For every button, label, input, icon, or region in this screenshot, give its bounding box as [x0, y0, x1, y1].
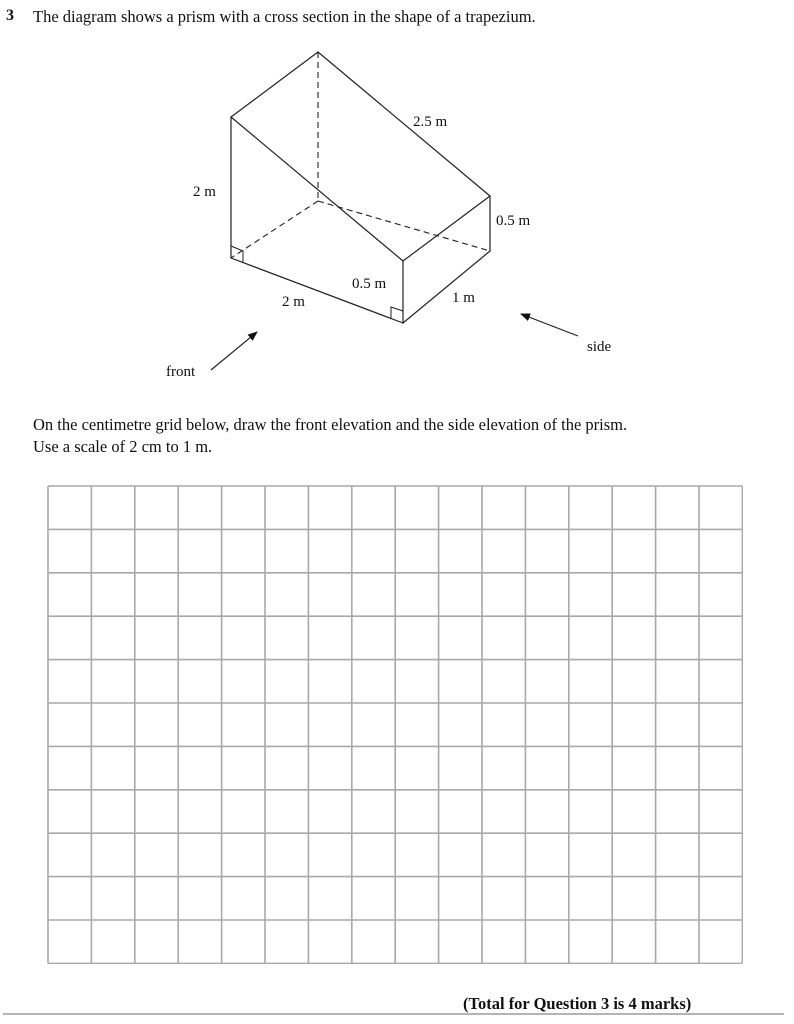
- question-intro: The diagram shows a prism with a cross section in the shape of a trapezium.: [33, 7, 536, 26]
- label-length: 2 m: [282, 294, 305, 310]
- edge-right-top: [403, 196, 490, 261]
- question-number: 3: [6, 7, 14, 24]
- label-front: front: [166, 364, 196, 380]
- right-angle-marker-right: [391, 307, 403, 319]
- instruction-line-1: On the centimetre grid below, draw the front elevation and the side elevation of the prism.: [33, 415, 628, 434]
- edge-top-slant: [318, 52, 490, 196]
- edge-top-left: [231, 52, 318, 117]
- front-view-arrow-icon: [211, 332, 257, 370]
- centimetre-grid[interactable]: [47, 485, 743, 964]
- side-view-arrow-icon: [521, 314, 578, 336]
- instruction-line-2: Use a scale of 2 cm to 1 m.: [33, 437, 213, 456]
- total-marks: (Total for Question 3 is 4 marks): [463, 994, 692, 1013]
- label-slant: 2.5 m: [413, 114, 448, 130]
- right-angle-marker-left: [231, 246, 243, 262]
- prism-diagram: [0, 0, 794, 400]
- edge-front-slant: [231, 117, 403, 261]
- label-side: side: [587, 339, 612, 355]
- label-left-height: 2 m: [193, 184, 216, 200]
- label-depth: 1 m: [452, 290, 475, 306]
- label-right-height-back: 0.5 m: [496, 213, 531, 229]
- label-right-height-front: 0.5 m: [352, 276, 387, 292]
- hidden-edge-left-base: [231, 201, 318, 258]
- prism-hidden-edges: [231, 52, 490, 258]
- hidden-edge-back-base: [318, 201, 490, 251]
- edge-right-bottom: [403, 251, 490, 323]
- bottom-divider: [3, 1013, 784, 1015]
